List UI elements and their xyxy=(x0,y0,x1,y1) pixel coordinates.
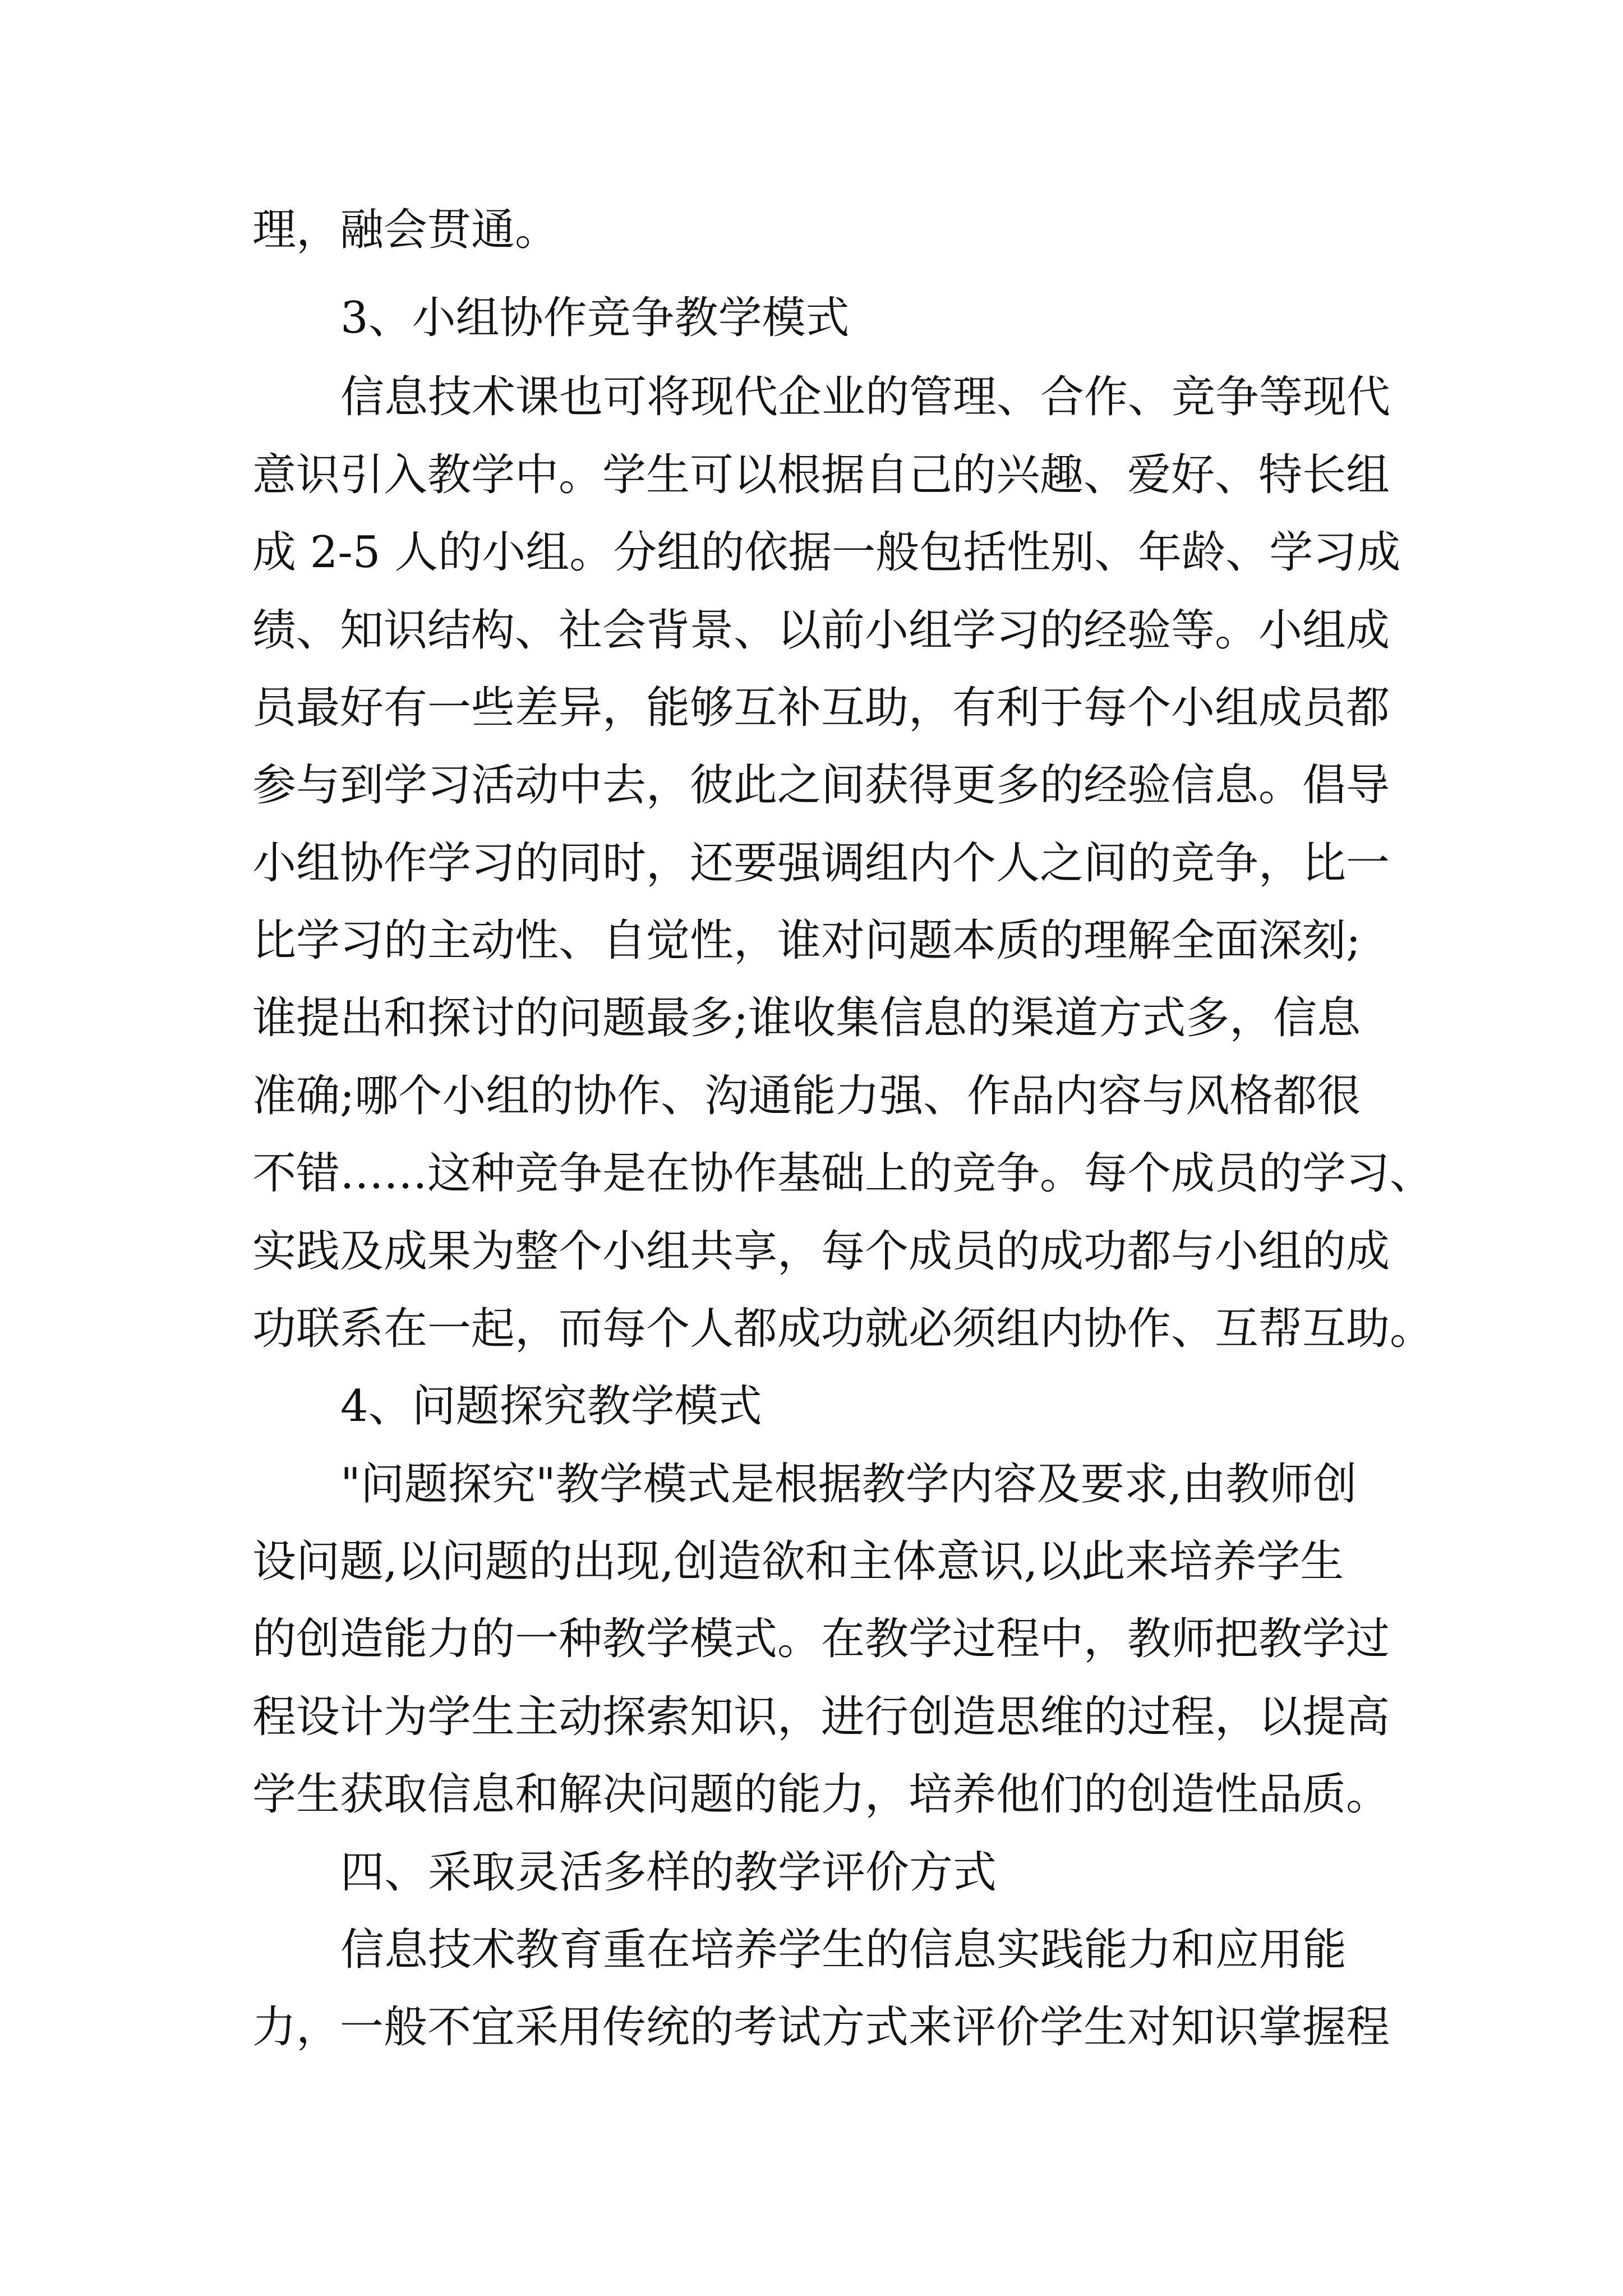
paragraph-line: 不错……这种竞争是在协作基础上的竞争。每个成员的学习、 xyxy=(252,1148,1434,1199)
paragraph-line: 信息技术课也可将现代企业的管理、合作、竞争等现代 xyxy=(340,372,1391,422)
paragraph-line: 理，融会贯通。 xyxy=(252,205,559,255)
section-heading-3: 3、小组协作竞争教学模式 xyxy=(340,293,850,343)
paragraph-line: 员最好有一些差异，能够互补互助，有利于每个小组成员都 xyxy=(252,683,1390,733)
paragraph-line: 的创造能力的一种教学模式。在教学过程中，教师把教学过 xyxy=(252,1614,1390,1664)
section-heading-4: 4、问题探究教学模式 xyxy=(340,1381,762,1432)
paragraph-line: 程设计为学生主动探索知识，进行创造思维的过程，以提高 xyxy=(252,1692,1390,1742)
paragraph-line: 功联系在一起，而每个人都成功就必须组内协作、互帮互助。 xyxy=(252,1304,1434,1354)
paragraph-line: 信息技术教育重在培养学生的信息实践能力和应用能 xyxy=(340,1925,1347,1975)
paragraph-line: 准确;哪个小组的协作、沟通能力强、作品内容与风格都很 xyxy=(252,1071,1361,1121)
paragraph-line: 设问题,以问题的出现,创造欲和主体意识,以此来培养学生 xyxy=(252,1536,1344,1587)
paragraph-line: "问题探究"教学模式是根据教学内容及要求,由教师创 xyxy=(340,1459,1357,1510)
paragraph-line: 比学习的主动性、自觉性，谁对问题本质的理解全面深刻; xyxy=(252,915,1361,966)
paragraph-line: 小组协作学习的同时，还要强调组内个人之间的竞争，比一 xyxy=(252,838,1390,889)
paragraph-line: 意识引入教学中。学生可以根据自己的兴趣、爱好、特长组 xyxy=(252,450,1390,500)
paragraph-line: 参与到学习活动中去，彼此之间获得更多的经验信息。倡导 xyxy=(252,760,1390,811)
paragraph-line: 成 2-5 人的小组。分组的依据一般包括性别、年龄、学习成 xyxy=(252,527,1401,578)
paragraph-line: 实践及成果为整个小组共享，每个成员的成功都与小组的成 xyxy=(252,1226,1390,1277)
paragraph-line: 谁提出和探讨的问题最多;谁收集信息的渠道方式多，信息 xyxy=(252,993,1361,1043)
paragraph-line: 力，一般不宜采用传统的考试方式来评价学生对知识掌握程 xyxy=(252,2002,1390,2053)
section-heading-four: 四、采取灵活多样的教学评价方式 xyxy=(340,1847,997,1898)
paragraph-line: 绩、知识结构、社会背景、以前小组学习的经验等。小组成 xyxy=(252,605,1390,656)
paragraph-line: 学生获取信息和解决问题的能力，培养他们的创造性品质。 xyxy=(252,1769,1390,1820)
